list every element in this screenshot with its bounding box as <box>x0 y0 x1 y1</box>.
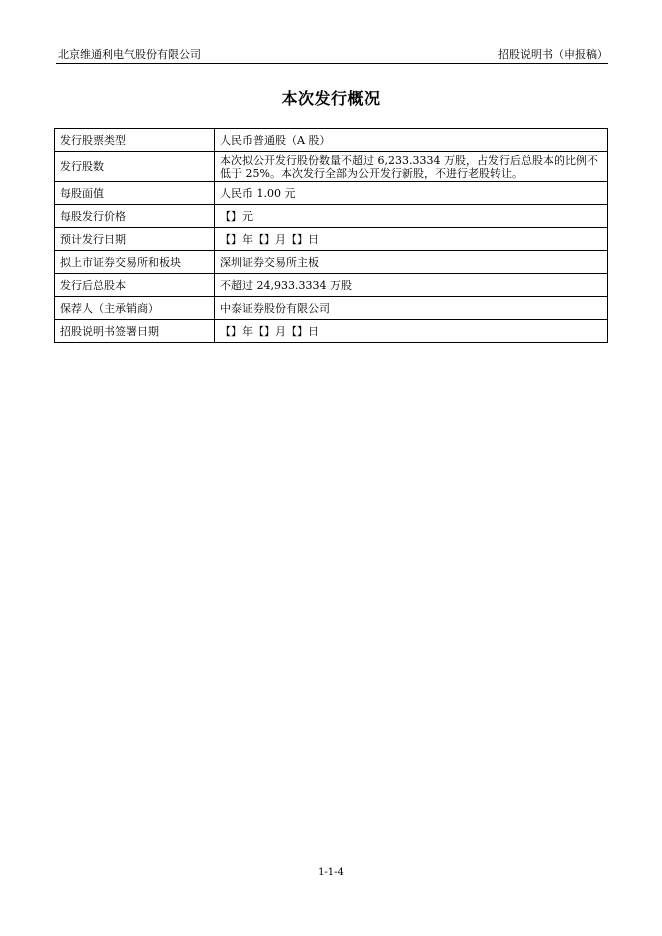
row-label: 发行后总股本 <box>55 274 215 297</box>
table-row <box>55 205 608 228</box>
row-value: 【】年【】月【】日 <box>215 228 608 251</box>
table-row <box>55 274 608 297</box>
row-value: 不超过 24,933.3334 万股 <box>215 274 608 297</box>
row-label: 拟上市证券交易所和板块 <box>55 251 215 274</box>
page-header <box>56 47 608 64</box>
table-row <box>55 129 608 152</box>
row-label: 每股面值 <box>55 182 215 205</box>
row-value: 中泰证券股份有限公司 <box>215 297 608 320</box>
document-type: 招股说明书（申报稿） <box>498 48 608 61</box>
row-label: 每股发行价格 <box>55 205 215 228</box>
row-value: 人民币 1.00 元 <box>215 182 608 205</box>
row-label: 发行股票类型 <box>55 129 215 152</box>
row-value: 本次拟公开发行股份数量不超过 6,233.3334 万股，占发行后总股本的比例不低于 25%。本次发行全部为公开发行新股，不进行老股转让。 <box>215 152 608 182</box>
row-value: 人民币普通股（A 股） <box>215 129 608 152</box>
table-row <box>55 251 608 274</box>
table-row <box>55 152 608 182</box>
table-row <box>55 228 608 251</box>
offering-summary-table <box>54 128 608 343</box>
table-row <box>55 320 608 343</box>
row-label: 保荐人（主承销商） <box>55 297 215 320</box>
page-title: 本次发行概况 <box>281 89 381 108</box>
company-name: 北京维通利电气股份有限公司 <box>58 48 201 61</box>
row-value: 深圳证券交易所主板 <box>215 251 608 274</box>
row-value: 【】年【】月【】日 <box>215 320 608 343</box>
table-row <box>55 182 608 205</box>
page-number: 1-1-4 <box>318 867 344 878</box>
row-label: 发行股数 <box>55 152 215 182</box>
row-label: 招股说明书签署日期 <box>55 320 215 343</box>
row-value: 【】元 <box>215 205 608 228</box>
row-label: 预计发行日期 <box>55 228 215 251</box>
table-row <box>55 297 608 320</box>
